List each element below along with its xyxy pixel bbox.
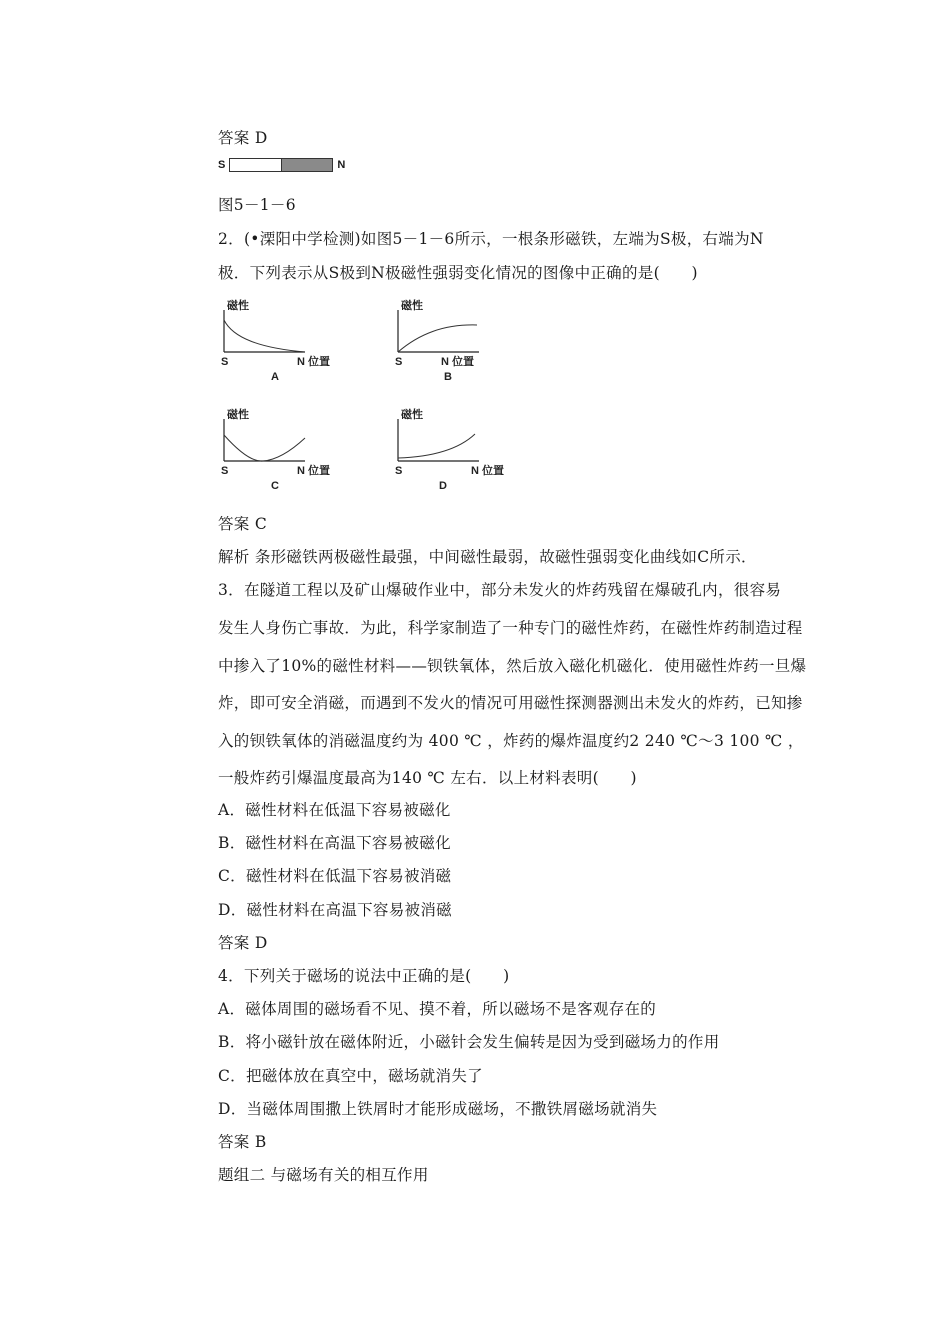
question-4-option-c: C．把磁体放在真空中，磁场就消失了 xyxy=(218,1067,483,1085)
question-3-line: 炸，即可安全消磁，而遇到不发火的情况可用磁性探测器测出未发火的炸药，已知掺 xyxy=(218,694,803,712)
bar-magnet xyxy=(229,158,333,172)
graph-d-origin: S xyxy=(395,465,403,477)
graph-b xyxy=(389,296,519,386)
graph-c-xlabel: N 位置 xyxy=(297,465,330,477)
question-3-line: 中掺入了10%的磁性材料——钡铁氧体，然后放入磁化机磁化．使用磁性炸药一旦爆 xyxy=(218,657,807,675)
figure-caption: 图5－1－6 xyxy=(218,196,296,214)
question-3-option-a: A．磁性材料在低温下容易被磁化 xyxy=(218,801,451,819)
graph-d xyxy=(389,405,519,495)
graph-c-ylabel: 磁性 xyxy=(227,409,249,421)
question-3-line: 入的钡铁氧体的消磁温度约为 400 ℃ ，炸药的爆炸温度约2 240 ℃～3 100 ℃ ， xyxy=(218,732,804,750)
graph-b-xlabel: N 位置 xyxy=(441,356,474,368)
answer-4: 答案 B xyxy=(218,1133,267,1151)
question-2-line-1: 2．(•溧阳中学检测)如图5－1－6所示，一根条形磁铁，左端为S极，右端为N xyxy=(218,230,764,248)
question-3-line: 一般炸药引爆温度最高为140 ℃ 左右．以上材料表明( ) xyxy=(218,769,637,787)
graph-b-ylabel: 磁性 xyxy=(401,300,423,312)
question-4-stem: 4．下列关于磁场的说法中正确的是( ) xyxy=(218,967,510,985)
graph-a-option: A xyxy=(271,371,279,383)
question-3-line: 发生人身伤亡事故．为此，科学家制造了一种专门的磁性炸药，在磁性炸药制造过程 xyxy=(218,619,803,637)
answer-3: 答案 D xyxy=(218,934,268,952)
answer-2: 答案 C xyxy=(218,515,267,533)
graph-a-origin: S xyxy=(221,356,229,368)
graph-c-origin: S xyxy=(221,465,229,477)
question-4-option-a: A．磁体周围的磁场看不见、摸不着，所以磁场不是客观存在的 xyxy=(218,1000,657,1018)
magnet-s-label: S xyxy=(218,159,226,171)
graph-b-origin: S xyxy=(395,356,403,368)
section-heading: 题组二 与磁场有关的相互作用 xyxy=(218,1166,429,1184)
question-4-option-b: B．将小磁针放在磁体附近，小磁针会发生偏转是因为受到磁场力的作用 xyxy=(218,1033,720,1051)
graph-c xyxy=(215,405,345,495)
graph-a-xlabel: N 位置 xyxy=(297,356,330,368)
graph-d-xlabel: N 位置 xyxy=(471,465,504,477)
graph-d-option: D xyxy=(439,480,447,492)
question-3-option-b: B．磁性材料在高温下容易被磁化 xyxy=(218,834,451,852)
graph-b-option: B xyxy=(444,371,452,383)
answer-1: 答案 D xyxy=(218,129,268,147)
analysis-2: 解析 条形磁铁两极磁性最强，中间磁性最弱，故磁性强弱变化曲线如C所示． xyxy=(218,548,757,566)
question-4-option-d: D．当磁体周围撒上铁屑时才能形成磁场，不撒铁屑磁场就消失 xyxy=(218,1100,658,1118)
question-3-option-c: C．磁性材料在低温下容易被消磁 xyxy=(218,867,452,885)
magnet-n-label: N xyxy=(337,159,346,171)
question-2-line-2: 极．下列表示从S极到N极磁性强弱变化情况的图像中正确的是( ) xyxy=(218,264,698,282)
graph-a xyxy=(215,296,345,386)
graph-c-option: C xyxy=(271,480,279,492)
question-3-line: 3．在隧道工程以及矿山爆破作业中，部分未发火的炸药残留在爆破孔内，很容易 xyxy=(218,581,782,599)
bar-magnet-figure xyxy=(218,155,345,175)
graph-a-ylabel: 磁性 xyxy=(227,300,249,312)
question-3-option-d: D．磁性材料在高温下容易被消磁 xyxy=(218,901,452,919)
graph-d-ylabel: 磁性 xyxy=(401,409,423,421)
